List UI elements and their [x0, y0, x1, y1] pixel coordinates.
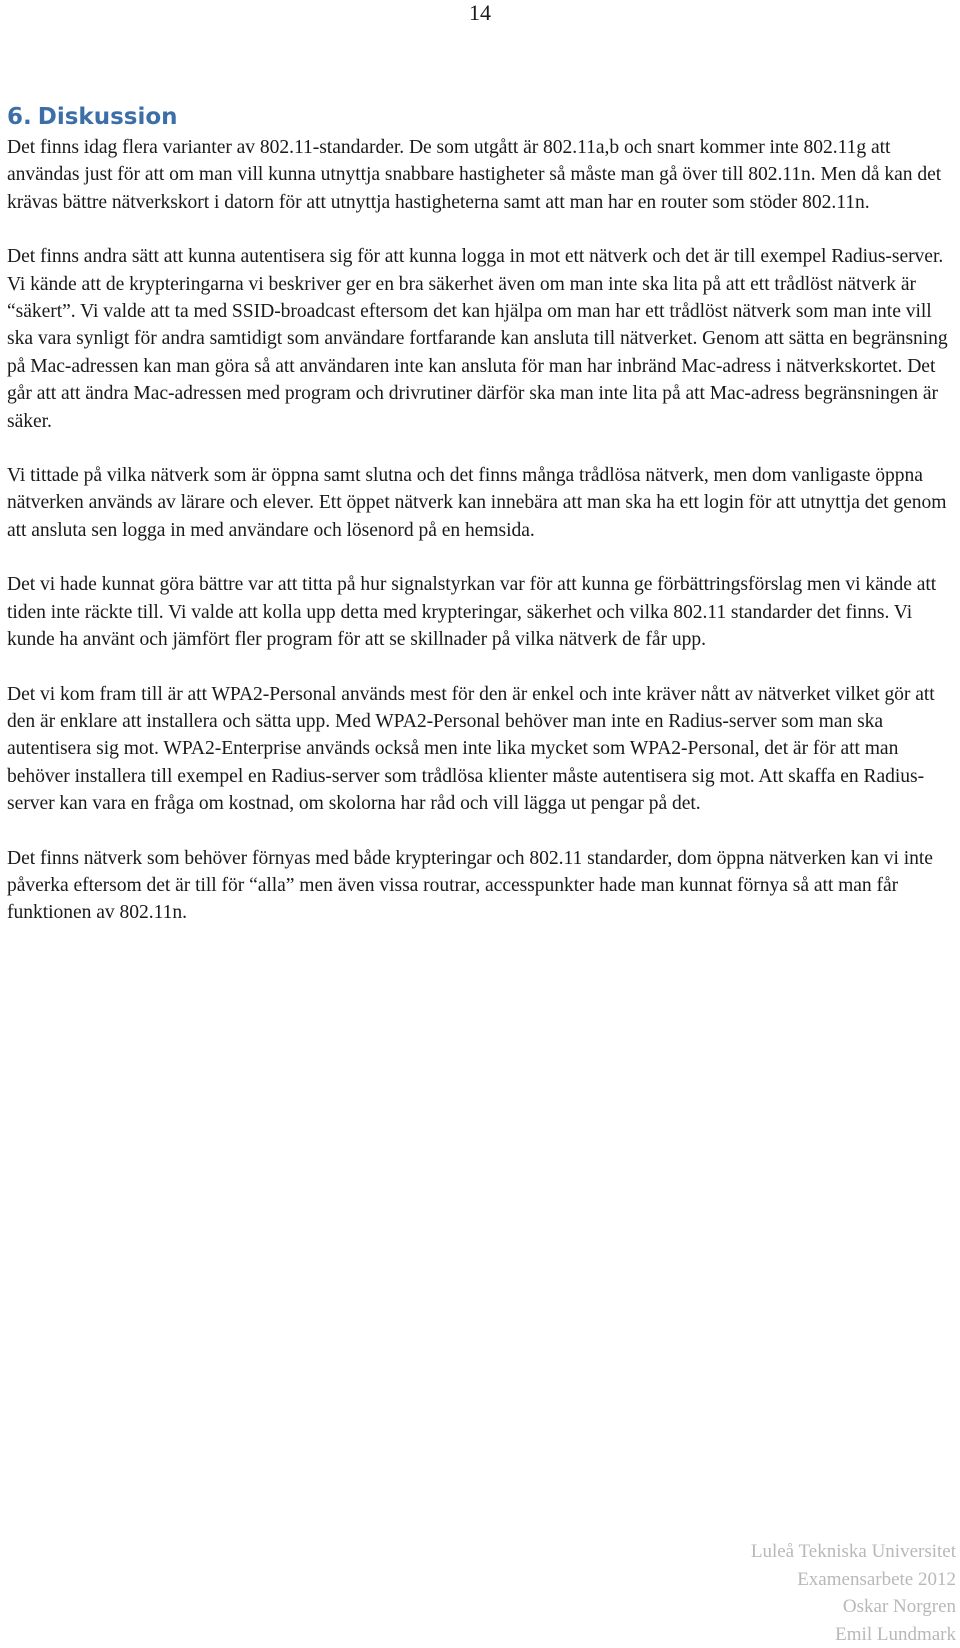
section-title: Diskussion — [38, 104, 178, 130]
paragraph: Det finns nätverk som behöver förnyas med både krypteringar och 802.11 standarder, dom öppna nätverken kan vi inte påverka eftersom det är till för “alla” men även vissa routrar, accesspunkter hade man kunnat förnya så att man får funktionen av 802.11n. — [7, 845, 953, 927]
paragraph: Det vi kom fram till är att WPA2-Personal används mest för den är enkel och inte kräver nått av nätverket vilket gör att den är enklare att installera och sätta upp. Med WPA2-Personal behöver man inte en Radius-server som man ska autentisera sig mot. WPA2-Enterprise används också men inte lika mycket som WPA2-Personal, det är för att man behöver installera till exempel en Radius-server som trådlösa klienter måste autentisera sig mot. Att skaffa en Radius-server kan vara en fråga om kostnad, om skolorna har råd och vill lägga ut pengar på det. — [7, 681, 953, 818]
footer-thesis: Examensarbete 2012 — [751, 1566, 956, 1594]
footer-university: Luleå Tekniska Universitet — [751, 1538, 956, 1566]
paragraph: Det vi hade kunnat göra bättre var att titta på hur signalstyrkan var för att kunna ge förbättringsförslag men vi kände att tiden inte räckte till. Vi valde att kolla upp detta med krypteringar, säkerhet och vilka 802.11 standarder det finns. Vi kunde ha använt och jämfört fler program för att se skillnader på vilka nätverk de får upp. — [7, 571, 953, 653]
page-footer — [751, 1538, 956, 1648]
body-text — [7, 134, 953, 954]
footer-author: Oskar Norgren — [751, 1593, 956, 1621]
page-number: 14 — [0, 0, 960, 26]
section-number: 6. — [7, 104, 32, 130]
paragraph: Det finns andra sätt att kunna autentisera sig för att kunna logga in mot ett nätverk och det är till exempel Radius-server. Vi kände att de krypteringarna vi beskriver ger en bra säkerhet även om man inte ska lita på att ett trådlöst nätverk är “säkert”. Vi valde att ta med SSID-broadcast eftersom det kan hjälpa om man har ett trådlöst nätverk som man inte vill ska vara synligt för andra samtidigt som användare fortfarande kan ansluta till nätverket. Genom att sätta en begränsning på Mac-adressen kan man göra så att användaren inte kan ansluta för man har inbränd Mac-adress i nätverkskortet. Det går att att ändra Mac-adressen med program och drivrutiner därför ska man inte lita på att Mac-adress begränsningen är säker. — [7, 243, 953, 435]
section-heading — [7, 102, 178, 132]
footer-author: Emil Lundmark — [751, 1621, 956, 1648]
paragraph: Vi tittade på vilka nätverk som är öppna samt slutna och det finns många trådlösa nätverk, men dom vanligaste öppna nätverken används av lärare och elever. Ett öppet nätverk kan innebära att man ska ha ett login för att utnyttja det genom att ansluta sen logga in med användare och lösenord på en hemsida. — [7, 462, 953, 544]
paragraph: Det finns idag flera varianter av 802.11-standarder. De som utgått är 802.11a,b och snart kommer inte 802.11g att användas just för att om man vill kunna utnyttja snabbare hastigheter så måste man gå över till 802.11n. Men då kan det krävas bättre nätverkskort i datorn för att utnyttja hastigheterna samt att man har en router som stöder 802.11n. — [7, 134, 953, 216]
